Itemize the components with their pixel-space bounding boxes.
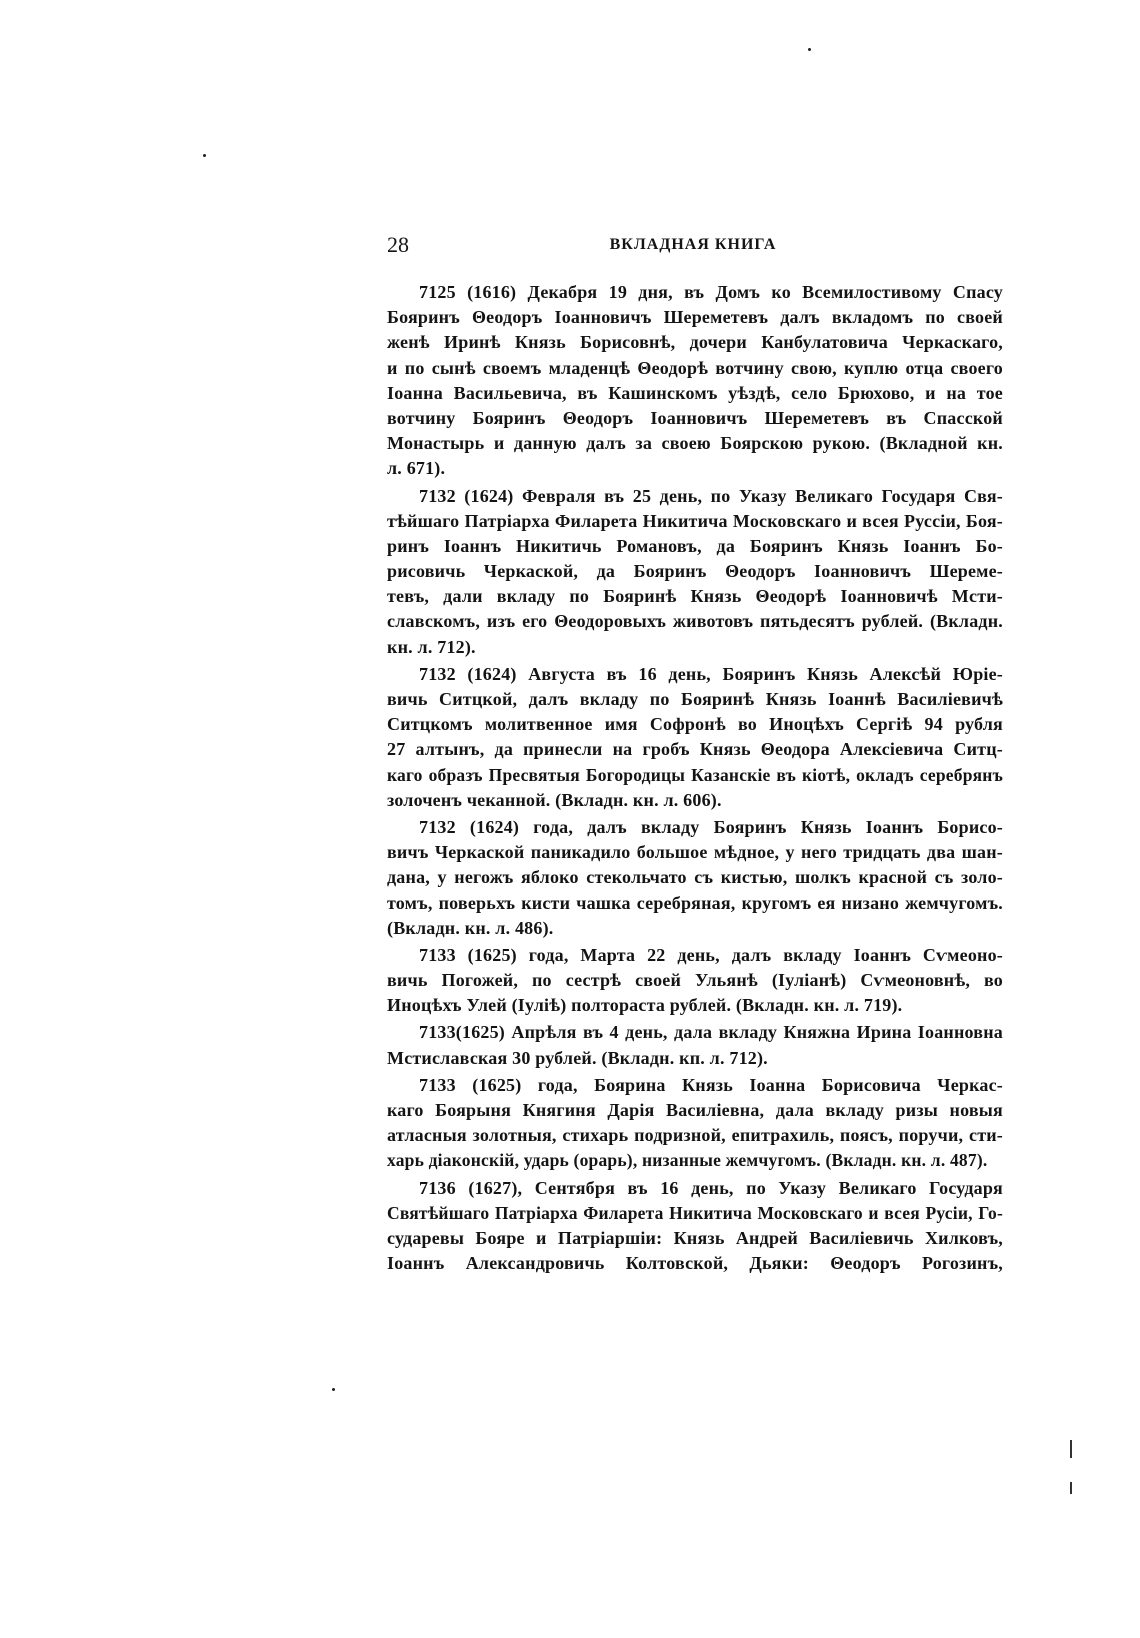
text-line: Мстиславская 30 рублей. (Вкладн. кп. л. 712). [387,1047,768,1068]
text-line: вичь Ситцкой, далъ вкладу по Бояринѣ Князь Іоаннѣ Василіевичѣ [387,689,1003,709]
body-text [387,280,1003,1276]
text-line: и по сынѣ своемъ младенцѣ Θеодорѣ вотчину свою, куплю отца своего [387,357,1003,378]
page-number: 28 [387,232,409,257]
scan-edge-mark [1070,1440,1072,1458]
text-line: каго Боярыня Княгиня Дарія Василіевна, дала вкладу ризы новыя [387,1100,1003,1120]
text-line: тѣйшаго Патріарха Филарета Никитича Московскаго и всея Руссіи, Боя- [387,510,1003,531]
text-line: харь діаконскій, ударь (орарь), низанные жемчугомъ. (Вкладн. кн. л. 487). [387,1150,988,1171]
scan-speck [808,48,811,51]
scan-edge-mark [1070,1482,1072,1494]
text-line: 7132 (1624) Августа въ 16 день, Бояринъ Князь Алексѣй Юріе- [419,663,1003,684]
text-line: 7133 (1625) года, Боярина Князь Іоанна Борисовича Черкас- [419,1074,1003,1095]
scan-speck [203,154,206,157]
paragraph [387,1020,1003,1070]
text-line: (Вкладн. кн. л. 486). [387,917,554,938]
text-line: славскомъ, изъ его Θеодоровыхъ животовъ пятьдесятъ рублей. (Вкладн. [387,611,1003,632]
text-line: тевъ, дали вкладу по Бояринѣ Князь Θеодорѣ Іоанновичѣ Мсти- [387,586,1003,607]
paragraph [387,484,1003,660]
text-line: ринъ Іоаннъ Никитичь Романовъ, да Бояринъ Князь Іоаннъ Бо- [387,535,1003,556]
text-line: 7125 (1616) Декабря 19 дня, въ Домъ ко Всемилостивому Спасу [419,282,1003,302]
text-line: вичъ Черкаской паникадило большое мѣдное, у него тридцать два шан- [387,842,1003,863]
text-line: Иноцѣхъ Улей (Іуліѣ) полтораста рублей. (Вкладн. кн. л. 719). [387,995,903,1016]
text-line: л. 671). [387,458,446,479]
text-line: золоченъ чеканной. (Вкладн. кн. л. 606). [387,789,722,810]
text-line: Бояринъ Θеодоръ Іоанновичъ Шереметевъ далъ вкладомъ по своей [387,307,1003,328]
text-line: 27 алтынъ, да принесли на гробъ Князь Θеодора Алексіевича Ситц- [387,739,1003,760]
paragraph [387,943,1003,1019]
text-line: вотчину Бояринъ Θеодоръ Іоанновичъ Шереметевъ въ Спасской [387,407,1003,428]
text-line: 7132 (1624) Февраля въ 25 день, по Указу Великаго Государя Свя- [419,485,1003,506]
text-line: Іоанна Васильевича, въ Кашинскомъ уѣздѣ, село Брюхово, и на тое [387,382,1003,403]
paragraph [387,815,1003,941]
running-head: ВКЛАДНАЯ КНИГА [609,236,777,253]
scan-speck [332,1388,335,1391]
text-line: Святѣйшаго Патріарха Филарета Никитича Московскаго и всея Русіи, Го- [387,1202,1003,1223]
text-line: рисовичь Черкаской, да Бояринъ Θеодоръ Іоанновичъ Шереме- [387,561,1003,582]
page-header [387,232,999,262]
text-line: дана, у негожъ яблоко стекольчато съ кистью, шолкъ красной съ золо- [387,867,1003,888]
paragraph [387,1073,1003,1174]
text-line: атласныя золотныя, стихарь подризной, епитрахиль, поясъ, поручи, сти- [387,1125,1003,1146]
paragraph [387,662,1003,813]
text-line: каго образъ Пресвятыя Богородицы Казанскіе въ кіотѣ, окладъ серебрянъ [387,764,1003,785]
text-line: кн. л. 712). [387,636,476,657]
text-line: 7133(1625) Апрѣля въ 4 день, дала вкладу Княжна Ирина Іоанновна [419,1022,1003,1043]
text-line: вичь Погожей, по сестрѣ своей Ульянѣ (Іуліанѣ) Сѵмеоновнѣ, во [387,970,1003,991]
text-line: томъ, поверьхъ кисти чашка серебряная, кругомъ ея низано жемчугомъ. [387,892,1003,913]
text-line: Ситцкомъ молитвенное имя Софронѣ во Иноцѣхъ Сергіѣ 94 рубля [387,714,1003,735]
paragraph [387,1176,1003,1277]
text-line: Монастырь и данную далъ за своею Боярскою рукою. (Вкладной кн. [387,433,1003,454]
text-line: сударевы Бояре и Патріаршіи: Князь Андрей Василіевичь Хилковъ, [387,1227,1003,1248]
text-line: 7132 (1624) года, далъ вкладу Бояринъ Князь Іоаннъ Борисо- [419,816,1003,837]
text-line: 7133 (1625) года, Марта 22 день, далъ вкладу Іоаннъ Сѵмеоно- [419,944,1003,965]
text-line: женѣ Иринѣ Князь Борисовнѣ, дочери Канбулатовича Черкаскаго, [387,332,1003,353]
paragraph [387,280,1003,482]
text-line: 7136 (1627), Сентября въ 16 день, по Указу Великаго Государя [419,1177,1003,1198]
text-line: Іоаннъ Александровичь Колтовской, Дьяки: Θеодоръ Рогозинъ, [387,1253,1003,1274]
